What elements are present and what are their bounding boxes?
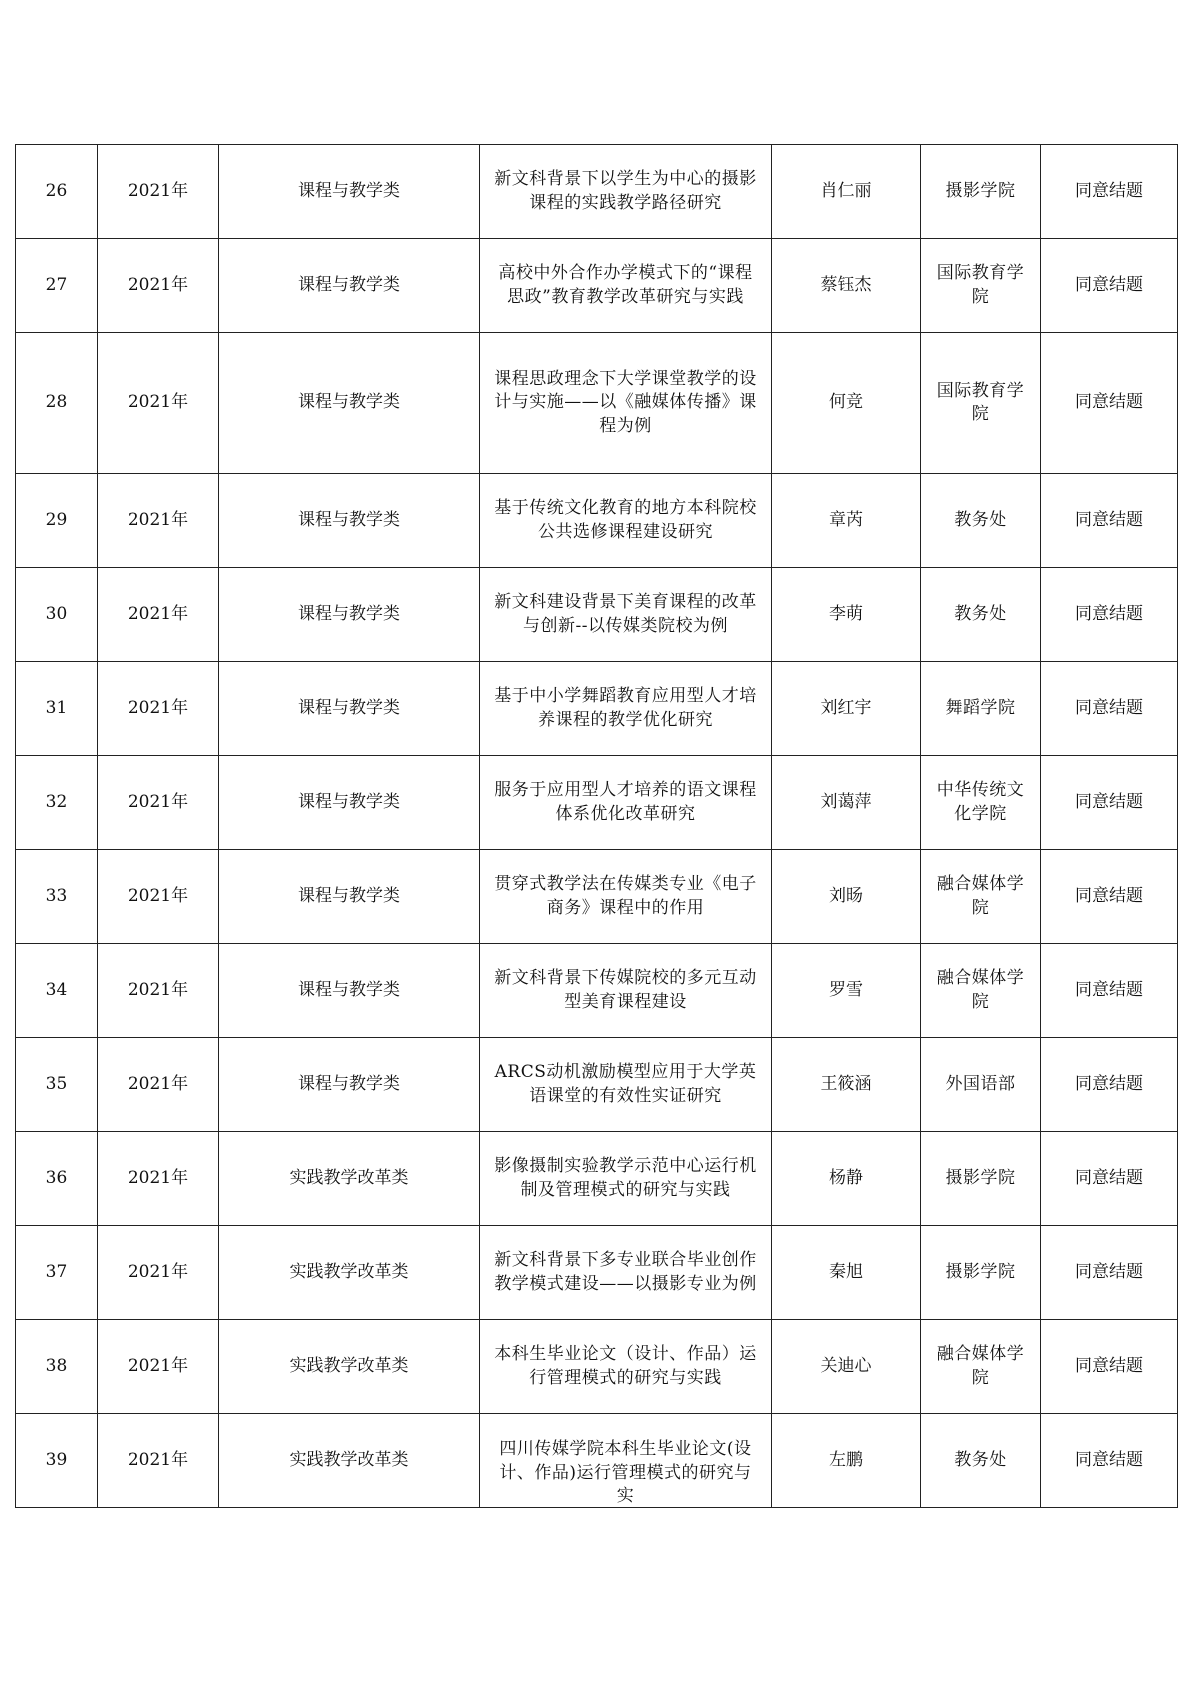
- row-leader: 刘旸: [772, 850, 921, 944]
- row-category: 课程与教学类: [219, 239, 480, 333]
- row-leader: 左鹏: [772, 1414, 921, 1508]
- row-leader: 刘红宇: [772, 662, 921, 756]
- row-leader: 肖仁丽: [772, 145, 921, 239]
- row-number: 34: [16, 944, 98, 1038]
- row-category: 实践教学改革类: [219, 1320, 480, 1414]
- row-project-title: 课程思政理念下大学课堂教学的设计与实施——以《融媒体传播》课程为例: [480, 333, 772, 474]
- row-category: 课程与教学类: [219, 1038, 480, 1132]
- table-row: [16, 474, 1178, 568]
- row-number: 27: [16, 239, 98, 333]
- row-department: 国际教育学院: [921, 239, 1041, 333]
- row-category: 实践教学改革类: [219, 1132, 480, 1226]
- table-row: [16, 850, 1178, 944]
- title-clip: 四川传媒学院本科生毕业论文(设计、作品)运行管理模式的研究与实: [499, 1439, 752, 1506]
- row-project-title: 贯穿式教学法在传媒类专业《电子商务》课程中的作用: [480, 850, 772, 944]
- row-category: 课程与教学类: [219, 662, 480, 756]
- row-result: 同意结题: [1041, 239, 1178, 333]
- row-year: 2021年: [98, 239, 219, 333]
- row-project-title: ARCS动机激励模型应用于大学英语课堂的有效性实证研究: [480, 1038, 772, 1132]
- table-body: [16, 145, 1178, 1508]
- row-number: 30: [16, 568, 98, 662]
- row-result: 同意结题: [1041, 756, 1178, 850]
- table-row: [16, 1414, 1178, 1508]
- row-year: 2021年: [98, 474, 219, 568]
- row-year: 2021年: [98, 145, 219, 239]
- row-category: 课程与教学类: [219, 333, 480, 474]
- row-number: 26: [16, 145, 98, 239]
- row-result: 同意结题: [1041, 1226, 1178, 1320]
- row-result: 同意结题: [1041, 1320, 1178, 1414]
- row-department: 摄影学院: [921, 145, 1041, 239]
- row-number: 28: [16, 333, 98, 474]
- table-row: [16, 756, 1178, 850]
- row-result: 同意结题: [1041, 333, 1178, 474]
- row-category: 课程与教学类: [219, 756, 480, 850]
- table-row: [16, 145, 1178, 239]
- table-row: [16, 1320, 1178, 1414]
- row-category: 课程与教学类: [219, 850, 480, 944]
- row-department: 国际教育学院: [921, 333, 1041, 474]
- row-year: 2021年: [98, 662, 219, 756]
- row-result: 同意结题: [1041, 145, 1178, 239]
- row-number: 29: [16, 474, 98, 568]
- row-department: 摄影学院: [921, 1226, 1041, 1320]
- row-project-title: 新文科背景下传媒院校的多元互动型美育课程建设: [480, 944, 772, 1038]
- row-result: 同意结题: [1041, 474, 1178, 568]
- row-number: 33: [16, 850, 98, 944]
- row-department: 中华传统文化学院: [921, 756, 1041, 850]
- row-project-title: 影像摄制实验教学示范中心运行机制及管理模式的研究与实践: [480, 1132, 772, 1226]
- row-leader: 李萌: [772, 568, 921, 662]
- table-row: [16, 1226, 1178, 1320]
- row-project-title: 基于传统文化教育的地方本科院校公共选修课程建设研究: [480, 474, 772, 568]
- row-project-title: [480, 1414, 772, 1508]
- row-department: 摄影学院: [921, 1132, 1041, 1226]
- table-row: [16, 333, 1178, 474]
- row-number: 38: [16, 1320, 98, 1414]
- row-department: 教务处: [921, 568, 1041, 662]
- row-project-title: 新文科背景下多专业联合毕业创作教学模式建设——以摄影专业为例: [480, 1226, 772, 1320]
- row-leader: 秦旭: [772, 1226, 921, 1320]
- row-year: 2021年: [98, 1320, 219, 1414]
- table-row: [16, 944, 1178, 1038]
- row-number: 31: [16, 662, 98, 756]
- row-project-title: 本科生毕业论文（设计、作品）运行管理模式的研究与实践: [480, 1320, 772, 1414]
- row-leader: 章芮: [772, 474, 921, 568]
- row-year: 2021年: [98, 1414, 219, 1508]
- row-category: 课程与教学类: [219, 568, 480, 662]
- row-number: 37: [16, 1226, 98, 1320]
- row-department: 融合媒体学院: [921, 850, 1041, 944]
- row-result: 同意结题: [1041, 850, 1178, 944]
- row-result: 同意结题: [1041, 1132, 1178, 1226]
- row-leader: 刘蔼萍: [772, 756, 921, 850]
- row-number: 39: [16, 1414, 98, 1508]
- table-row: [16, 1132, 1178, 1226]
- row-leader: 王筱涵: [772, 1038, 921, 1132]
- row-department: 教务处: [921, 1414, 1041, 1508]
- row-leader: 何竞: [772, 333, 921, 474]
- row-number: 32: [16, 756, 98, 850]
- row-result: 同意结题: [1041, 1038, 1178, 1132]
- table-row: [16, 1038, 1178, 1132]
- row-department: 融合媒体学院: [921, 944, 1041, 1038]
- row-project-title: 新文科建设背景下美育课程的改革与创新--以传媒类院校为例: [480, 568, 772, 662]
- row-category: 课程与教学类: [219, 944, 480, 1038]
- row-category: 课程与教学类: [219, 145, 480, 239]
- row-department: 舞蹈学院: [921, 662, 1041, 756]
- row-year: 2021年: [98, 568, 219, 662]
- row-department: 教务处: [921, 474, 1041, 568]
- row-result: 同意结题: [1041, 1414, 1178, 1508]
- row-year: 2021年: [98, 333, 219, 474]
- row-year: 2021年: [98, 1226, 219, 1320]
- row-category: 实践教学改革类: [219, 1414, 480, 1508]
- project-table: [15, 144, 1178, 1508]
- row-category: 课程与教学类: [219, 474, 480, 568]
- row-year: 2021年: [98, 1038, 219, 1132]
- row-leader: 罗雪: [772, 944, 921, 1038]
- row-result: 同意结题: [1041, 568, 1178, 662]
- row-result: 同意结题: [1041, 662, 1178, 756]
- row-leader: 蔡钰杰: [772, 239, 921, 333]
- row-leader: 关迪心: [772, 1320, 921, 1414]
- row-leader: 杨静: [772, 1132, 921, 1226]
- table-row: [16, 239, 1178, 333]
- row-category: 实践教学改革类: [219, 1226, 480, 1320]
- row-department: 融合媒体学院: [921, 1320, 1041, 1414]
- table-row: [16, 662, 1178, 756]
- row-department: 外国语部: [921, 1038, 1041, 1132]
- row-project-title: 服务于应用型人才培养的语文课程体系优化改革研究: [480, 756, 772, 850]
- row-project-title: 基于中小学舞蹈教育应用型人才培养课程的教学优化研究: [480, 662, 772, 756]
- row-year: 2021年: [98, 944, 219, 1038]
- row-project-title: 新文科背景下以学生为中心的摄影课程的实践教学路径研究: [480, 145, 772, 239]
- row-year: 2021年: [98, 850, 219, 944]
- row-result: 同意结题: [1041, 944, 1178, 1038]
- row-year: 2021年: [98, 1132, 219, 1226]
- row-project-title: 高校中外合作办学模式下的“课程思政”教育教学改革研究与实践: [480, 239, 772, 333]
- row-number: 36: [16, 1132, 98, 1226]
- table-row: [16, 568, 1178, 662]
- row-year: 2021年: [98, 756, 219, 850]
- row-number: 35: [16, 1038, 98, 1132]
